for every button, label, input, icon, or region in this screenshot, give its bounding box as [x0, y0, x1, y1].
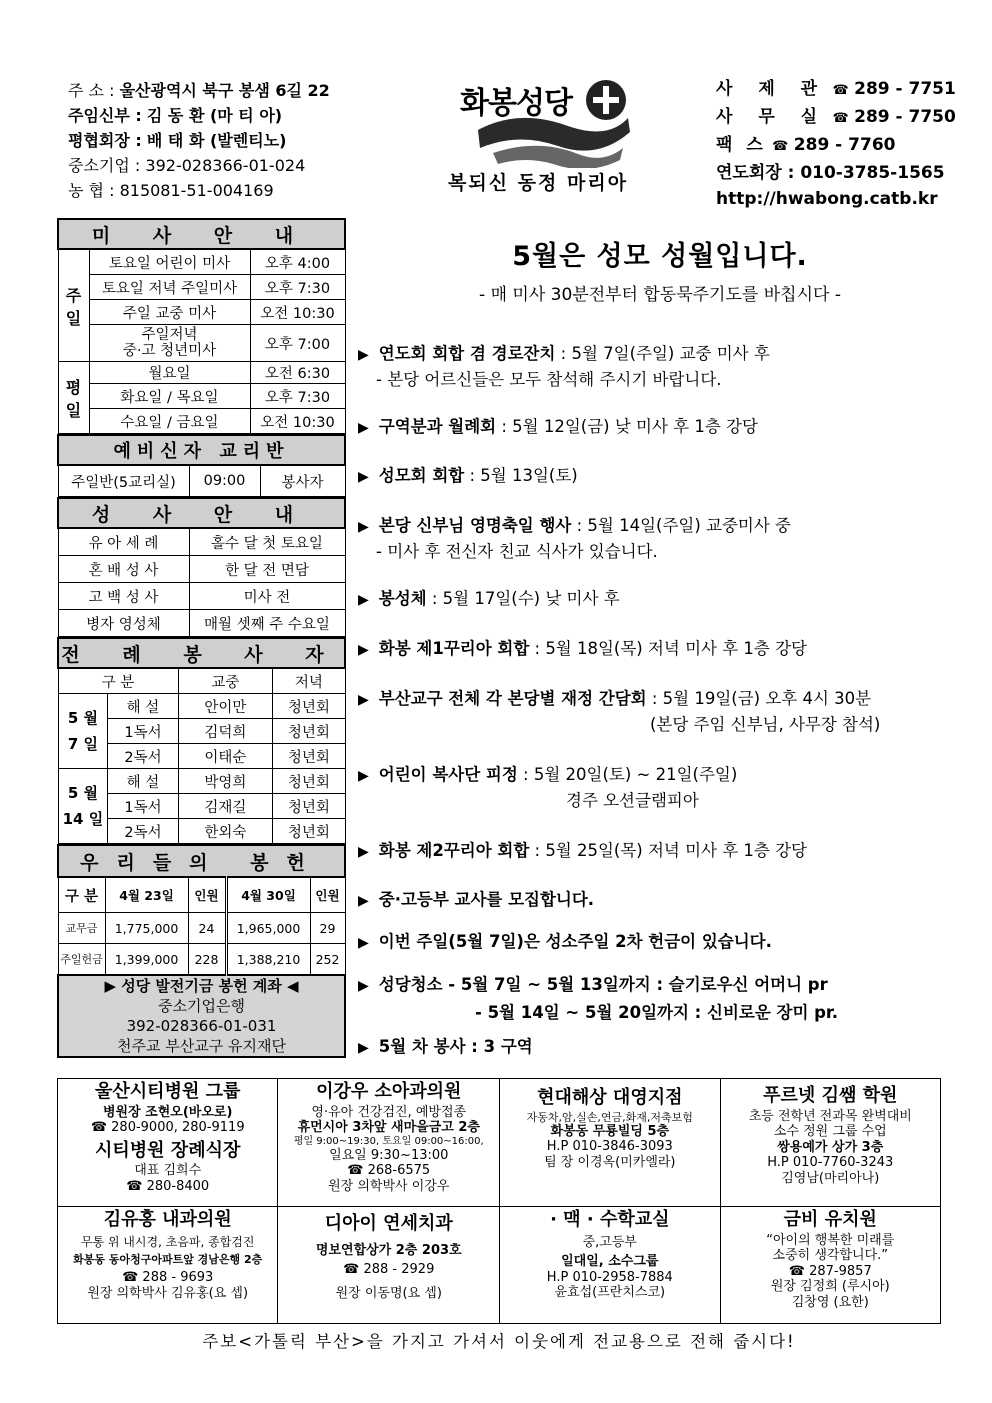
mass-time: 오전 10:30 [250, 300, 345, 325]
mass-time: 오전 10:30 [250, 409, 345, 434]
sacrament-info: 매월 셋째 주 수요일 [189, 610, 345, 637]
group: 청년회 [273, 819, 345, 844]
phone-icon: ☎ [832, 83, 849, 98]
ad-line: 중,고등부 [582, 1234, 637, 1250]
col-header: 구 분 [58, 668, 178, 694]
notice-item: ▶ 연도회 회합 겸 경로잔치 : 5월 7일(주일) 교중 미사 후 [358, 344, 770, 363]
ad-line: ☎ 280-8400 [126, 1178, 210, 1194]
ad-line: 소수 정원 그룹 수업 [773, 1124, 887, 1140]
person: 김재길 [178, 794, 273, 819]
ad-name: 시티병원 장례식장 [95, 1139, 241, 1161]
ad-line: 화봉동 무룡빌딩 5층 [550, 1123, 670, 1139]
address-line: 주 소 : 울산광역시 북구 봉샘 6길 22 [68, 81, 330, 100]
ad-line: H.P 010-2958-7884 [546, 1269, 673, 1285]
col-header: 인원 [310, 877, 345, 913]
mass-time: 오후 7:30 [250, 275, 345, 300]
arrow-icon: ▶ [358, 347, 369, 363]
liturgy-date: 5 월 7 일 [58, 694, 108, 769]
ad-line: 초등 전학년 전과목 완벽대비 [748, 1108, 912, 1124]
role: 1독서 [108, 794, 178, 819]
ad-line: “아이의 행복한 미래를 [766, 1232, 895, 1248]
phone-icon: ☎ [772, 139, 789, 154]
sacrament-table [57, 497, 346, 637]
ad-box [278, 1207, 500, 1324]
group: 청년회 [273, 744, 345, 769]
fund-bank: 중소기업은행 [158, 997, 245, 1015]
sunday-label: 주일 [58, 249, 89, 362]
page-subtitle: - 매 미사 30분전부터 합동묵주기도를 바칩시다 - [479, 285, 841, 305]
contact-office: 사 무 실 ☎ 289 - 7750 [716, 107, 956, 127]
notice-item: ▶ 5월 차 봉사 : 3 구역 [358, 1037, 533, 1056]
notice-sub: - 5월 14일 ~ 5월 20일까지 : 신비로운 장미 pr. [475, 1003, 838, 1022]
notice-item: ▶ 부산교구 전체 각 본당별 재정 간담회 : 5월 19일(금) 오후 4시 30분 [358, 689, 872, 708]
arrow-icon: ▶ [358, 844, 369, 860]
ad-name: 이강우 소아과의원 [316, 1081, 462, 1102]
arrow-icon: ▶ [358, 1040, 369, 1056]
role: 1독서 [108, 719, 178, 744]
ad-box [500, 1207, 720, 1324]
ad-line: ☎ 288 - 9693 [122, 1270, 214, 1286]
notice-item: ▶ 구역분과 월례회 : 5월 12일(금) 낮 미사 후 1층 강당 [358, 417, 758, 436]
mass-name: 수요일 / 금요일 [89, 409, 250, 434]
mass-name: 화요일 / 목요일 [89, 384, 250, 409]
mass-time: 오후 7:00 [250, 325, 345, 362]
ad-line: ☎ 280-9000, 280-9119 [90, 1120, 245, 1136]
class-time: 09:00 [189, 465, 260, 497]
mass-name: 주일 교중 미사 [89, 300, 250, 325]
sacrament-name: 고 백 성 사 [58, 583, 189, 610]
left-column [57, 218, 346, 1058]
ad-line: 평일 9:00~19:30, 토요일 09:00~16:00, [293, 1135, 484, 1147]
slogan: 복되신 동정 마리아 [448, 172, 629, 194]
offering-amount: 1,775,000 [105, 913, 188, 944]
arrow-icon: ▶ [358, 469, 369, 485]
ad-line: ☎ 268-6575 [347, 1163, 431, 1179]
mass-time: 오후 4:00 [250, 249, 345, 275]
ad-line: ☎ 288 - 2929 [343, 1262, 435, 1278]
offering-type: 주일헌금 [58, 944, 105, 976]
ad-line: 원장 이동명(요 셉) [335, 1285, 442, 1301]
ad-line: ☎ 287-9857 [788, 1263, 872, 1279]
sacrament-info: 홀수 달 첫 토요일 [189, 528, 345, 556]
arrow-icon: ▶ [358, 642, 369, 658]
notice-sub: - 미사 후 전신자 친교 식사가 있습니다. [376, 542, 658, 561]
offering-count: 228 [188, 944, 226, 976]
group: 청년회 [273, 694, 345, 719]
ad-line: 병원장 조현오(바오로) [102, 1104, 233, 1120]
col-header: 4월 30일 [226, 877, 310, 913]
ad-name: 디아이 연세치과 [324, 1213, 453, 1234]
ad-line: 원장 의학박사 이강우 [328, 1178, 450, 1194]
offering-amount: 1,388,210 [226, 944, 310, 976]
group: 청년회 [273, 719, 345, 744]
mass-time: 오후 7:30 [250, 384, 345, 409]
person: 박영희 [178, 769, 273, 794]
parish-info [68, 78, 330, 203]
catechumen-table [57, 434, 346, 497]
contacts [716, 76, 956, 212]
role: 해 설 [108, 694, 178, 719]
notice-sub: - 본당 어르신들은 모두 참석해 주시기 바랍니다. [376, 370, 722, 389]
offering-table [57, 844, 346, 1058]
group: 청년회 [273, 794, 345, 819]
arrow-icon: ▶ [358, 592, 369, 608]
offering-count: 252 [310, 944, 345, 976]
person: 이태순 [178, 744, 273, 769]
bank2-line: 농 협 : 815081-51-004169 [68, 181, 274, 200]
notice-item: ▶ 중·고등부 교사를 모집합니다. [358, 890, 595, 909]
class-name: 주일반(5교리실) [58, 465, 189, 497]
ad-line: 자동차,암,실손,연금,화재,저축보험 [526, 1110, 693, 1124]
ad-line: 대표 김희수 [134, 1163, 202, 1179]
fund-title: ▶ 성당 발전기금 봉헌 계좌 ◀ [104, 977, 299, 995]
class-teacher: 봉사자 [260, 465, 345, 497]
person: 안이만 [178, 694, 273, 719]
sacrament-info: 미사 전 [189, 583, 345, 610]
role: 2독서 [108, 744, 178, 769]
notice-sub: (본당 주임 신부님, 사무장 참석) [650, 715, 881, 734]
ad-name: 현대해상 대영지점 [537, 1087, 683, 1108]
sacrament-info: 한 달 전 면담 [189, 556, 345, 583]
offering-count: 24 [188, 913, 226, 944]
col-header: 교중 [178, 668, 273, 694]
page-title: 5월은 성모 성월입니다. [512, 241, 808, 272]
ad-line: 영·유아 건강검진, 예방접종 [311, 1104, 467, 1120]
ad-line: 팀 장 이경옥(미카엘라) [544, 1154, 676, 1170]
person: 한외숙 [178, 819, 273, 844]
person: 김덕희 [178, 719, 273, 744]
liturgy-table [57, 637, 346, 844]
arrow-icon: ▶ [358, 519, 369, 535]
fund-owner: 천주교 부산교구 유지재단 [117, 1037, 286, 1055]
ad-name: · 맥 · 수학교실 [550, 1209, 670, 1230]
arrow-icon: ▶ [358, 978, 369, 994]
ad-line: 원장 의학박사 김유홍(요 셉) [87, 1285, 249, 1301]
offering-amount: 1,399,000 [105, 944, 188, 976]
sacrament-name: 혼 배 성 사 [58, 556, 189, 583]
ad-box [58, 1207, 278, 1324]
mass-name: 토요일 저녁 주일미사 [89, 275, 250, 300]
ad-box [58, 1079, 278, 1207]
phone-icon: ☎ [832, 111, 849, 126]
notice-sub: 경주 오션글램피아 [566, 791, 699, 810]
notice-item: ▶ 이번 주일(5월 7일)은 성소주일 2차 헌금이 있습니다. [358, 932, 772, 951]
col-header: 저녁 [273, 668, 345, 694]
notice-item: ▶ 성당청소 - 5월 7일 ~ 5월 13일까지 : 슬기로우신 어머니 pr [358, 975, 828, 994]
role: 해 설 [108, 769, 178, 794]
ad-line: 일요일 9:30~13:00 [329, 1147, 449, 1163]
offering-heading: 우리들의 봉헌 [58, 845, 345, 877]
liturgy-date: 5 월 14 일 [58, 769, 108, 844]
ad-box [720, 1207, 940, 1324]
ad-line: 휴먼시아 3차앞 새마을금고 2층 [297, 1120, 480, 1136]
ad-line: 윤효섭(프란치스코) [554, 1285, 666, 1301]
role: 2독서 [108, 819, 178, 844]
advertisements [57, 1078, 941, 1324]
contact-rectory: 사 제 관 ☎ 289 - 7751 [716, 79, 956, 99]
footer-note: 주보<가톨릭 부산>을 가지고 가셔서 이웃에게 전교용으로 전해 줍시다! [202, 1332, 796, 1351]
arrow-icon: ▶ [358, 420, 369, 436]
ad-line: H.P 010-3846-3093 [546, 1139, 673, 1155]
notice-item: ▶ 봉성체 : 5월 17일(수) 낮 미사 후 [358, 589, 620, 608]
notice-item: ▶ 본당 신부님 영명축일 행사 : 5월 14일(주일) 교중미사 중 [358, 516, 791, 535]
col-header: 인원 [188, 877, 226, 913]
arrow-icon: ▶ [358, 692, 369, 708]
notice-item: ▶ 어린이 복사단 피정 : 5월 20일(토) ~ 21일(주일) [358, 765, 738, 784]
notice-item: ▶ 화봉 제1꾸리아 회합 : 5월 18일(목) 저녁 미사 후 1층 강당 [358, 639, 807, 658]
mass-name: 주일저녁 중·고 청년미사 [89, 325, 250, 362]
bank1-line: 중소기업 : 392-028366-01-024 [68, 156, 306, 175]
mass-table [57, 218, 346, 434]
parish-logo [448, 68, 643, 194]
mass-name: 토요일 어린이 미사 [89, 249, 250, 275]
col-header: 구 분 [58, 877, 105, 913]
group: 청년회 [273, 769, 345, 794]
notice-item: ▶ 화봉 제2꾸리아 회합 : 5월 25일(목) 저녁 미사 후 1층 강당 [358, 841, 807, 860]
ad-line: 김영남(마리아나) [781, 1170, 880, 1186]
arrow-icon: ▶ [358, 768, 369, 784]
arrow-icon: ▶ [358, 893, 369, 909]
ad-line: 무통 위 내시경, 초음파, 종합검진 [80, 1234, 255, 1249]
ad-line: 원장 김정희 (루시아) [770, 1279, 890, 1295]
offering-type: 교무금 [58, 913, 105, 944]
offering-amount: 1,965,000 [226, 913, 310, 944]
mass-name: 월요일 [89, 362, 250, 384]
fund-account: 392-028366-01-031 [126, 1017, 277, 1035]
ad-box [500, 1079, 720, 1207]
ad-name: 금비 유치원 [783, 1209, 877, 1230]
contact-fax: 팩 스 ☎ 289 - 7760 [716, 135, 896, 155]
catechumen-heading: 예비신자 교리반 [58, 435, 345, 465]
contact-president: 연도회장 : 010-3785-1565 [716, 163, 945, 183]
ad-name: 김유홍 내과의원 [103, 1209, 232, 1230]
mass-time: 오전 6:30 [250, 362, 345, 384]
offering-count: 29 [310, 913, 345, 944]
notice-item: ▶ 성모회 회합 : 5월 13일(토) [358, 466, 578, 485]
fund-box [58, 975, 345, 1057]
mass-heading: 미 사 안 내 [58, 219, 345, 249]
ad-line: H.P 010-7760-3243 [767, 1155, 894, 1171]
col-header: 4월 23일 [105, 877, 188, 913]
sacrament-name: 병자 영성체 [58, 610, 189, 637]
sacrament-heading: 성 사 안 내 [58, 498, 345, 528]
weekday-label: 평일 [58, 362, 89, 434]
ad-box [720, 1079, 940, 1207]
arrow-icon: ▶ [358, 935, 369, 951]
ad-name: 울산시티병원 그룹 [95, 1081, 241, 1102]
ad-name: 푸르넷 김쌤 학원 [763, 1085, 898, 1106]
ad-line: 소중히 생각합니다.” [772, 1248, 888, 1264]
logo-title: 화봉성당 [460, 86, 572, 121]
ad-line: 김창영 (요한) [791, 1294, 869, 1310]
ad-box [278, 1079, 500, 1207]
liturgy-heading: 전 례 봉 사 자 [58, 638, 345, 668]
ad-line: 쌍용예가 상가 3층 [777, 1139, 884, 1155]
ad-line: 화봉동 동아청구아파트앞 경남은행 2층 [73, 1252, 263, 1266]
ad-line: 일대일, 소수그룹 [561, 1254, 659, 1270]
sacrament-name: 유 아 세 례 [58, 528, 189, 556]
website-link[interactable]: http://hwabong.catb.kr [716, 189, 938, 209]
ad-line: 명보연합상가 2층 203호 [315, 1242, 462, 1258]
pastor-line: 주임신부 : 김 동 환 (마 티 아) [68, 106, 283, 125]
council-line: 평협회장 : 배 태 화 (발렌티노) [68, 131, 287, 150]
